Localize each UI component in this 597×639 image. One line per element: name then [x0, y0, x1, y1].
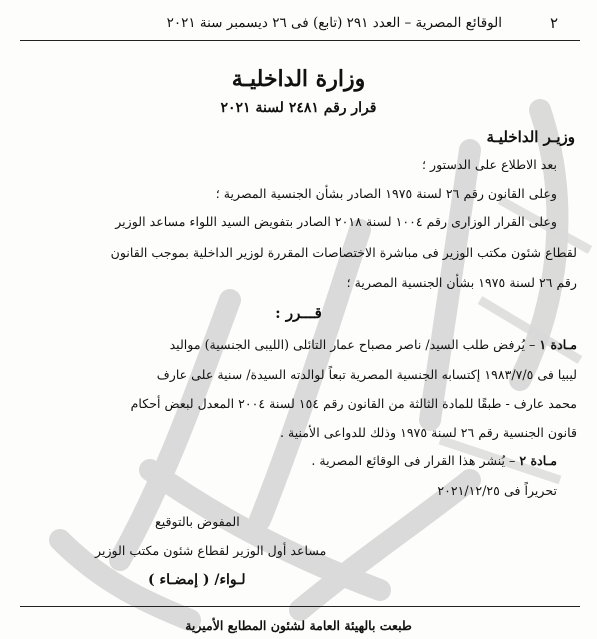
article-1-line: قانون الجنسية رقم ٢٦ لسنة ١٩٧٥ وذلك للدواعى الأمنية .: [279, 425, 577, 440]
article-1-label: مـادة ١: [539, 337, 577, 352]
gazette-header: [20, 14, 580, 36]
article-2-label: مـادة ٢: [519, 453, 557, 468]
signature-delegate: المفوض بالتوقيع: [155, 514, 240, 529]
article-1-text: – يُرفض طلب السيد/ ناصر مصباح عمار التائلى (الليبى الجنسية) مواليد: [169, 337, 536, 352]
header-rule: [20, 40, 580, 41]
preamble-line: رقم ٢٦ لسنة ١٩٧٥ بشأن الجنسية المصرية ؛: [346, 275, 577, 290]
preamble-line: بعد الاطلاع على الدستور ؛: [421, 157, 557, 172]
preamble-line: وعلى القرار الوزارى رقم ١٠٠٤ لسنة ٢٠١٨ الصادر بتفويض السيد اللواء مساعد الوزير: [115, 214, 557, 229]
article-1-line: محمد عارف - طبقًا للمادة الثالثة من القانون رقم ١٥٤ لسنة ٢٠٠٤ المعدل لبعض أحكام: [130, 396, 577, 411]
signature-rank: لـواء/ ( إمضـاء ): [148, 572, 246, 588]
gazette-title: الوقائع المصرية – العدد ٢٩١ (تابع) فى ٢٦ ديسمبر سنة ٢٠٢١: [166, 15, 502, 31]
article-1-first-line: [170, 337, 577, 352]
decree-title: قرار رقم ٢٤٨١ لسنة ٢٠٢١: [220, 100, 377, 116]
article-1-line: ليبيا فى ١٩٨٣/٧/٥ إكتسابه الجنسية المصرية تبعاً لوالدته السيدة/ سنية على عارف: [156, 367, 577, 382]
issuer-heading: وزيـر الداخليـة: [486, 128, 575, 146]
signature-position: مساعد أول الوزير لقطاع شئون مكتب الوزير: [95, 543, 327, 558]
article-2-text: – يُنشر هذا القرار فى الوقائع المصرية .: [311, 453, 516, 468]
decision-heading: قـــرر :: [275, 304, 322, 322]
printer-footer: طبعت بالهيئة العامة لشئون المطابع الأميرية: [185, 618, 412, 633]
ministry-title: وزارة الداخليـة: [231, 66, 366, 92]
date-line: تحريراً فى ٢٠٢١/١٢/٢٥: [437, 483, 557, 498]
preamble-line: لقطاع شئون مكتب الوزير فى مباشرة الاختصاصات المقررة لوزير الداخلية بموجب القانون: [110, 245, 577, 260]
article-2-line: [311, 453, 557, 468]
page-number: ٢: [549, 14, 558, 32]
footer-rule: [20, 606, 580, 607]
preamble-line: وعلى القانون رقم ٢٦ لسنة ١٩٧٥ الصادر بشأن الجنسية المصرية ؛: [215, 186, 557, 201]
